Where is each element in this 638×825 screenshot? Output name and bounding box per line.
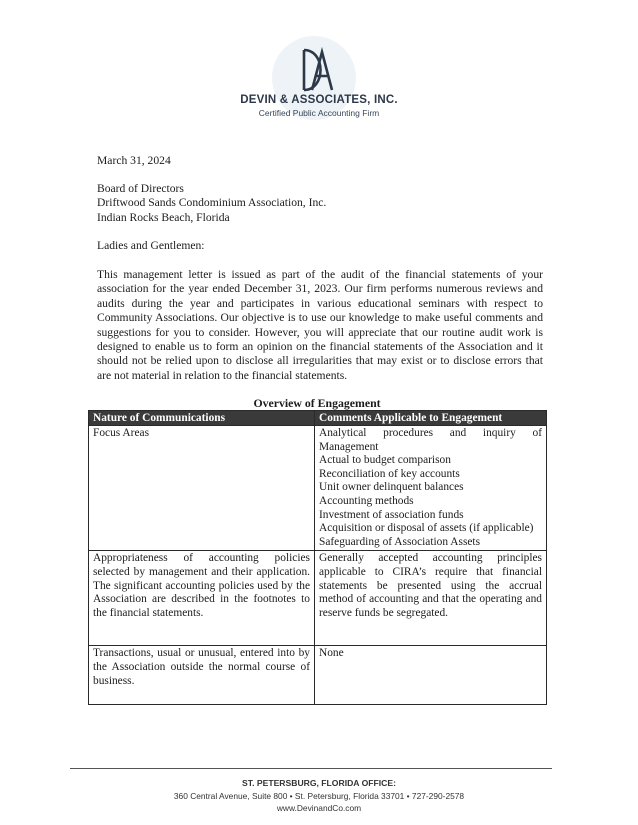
focus-item: Safeguarding of Association Assets xyxy=(319,535,481,548)
da-monogram-logo-icon xyxy=(296,46,336,94)
table-header-row xyxy=(89,411,547,426)
firm-name: DEVIN & ASSOCIATES, INC. xyxy=(240,94,398,106)
recipient-line: Indian Rocks Beach, Florida xyxy=(97,210,230,224)
table-row xyxy=(89,426,547,551)
recipient-line: Board of Directors xyxy=(97,182,184,195)
footer-divider xyxy=(70,768,552,769)
recipient-line: Driftwood Sands Condominium Association, Inc. xyxy=(97,196,327,210)
salutation: Ladies and Gentlemen: xyxy=(97,239,205,252)
comment-cell: Generally accepted accounting principles applicable to CIRA’s require that financial statements be presented using the accrual method of accounting and that the operating and reserve funds be segregated. xyxy=(315,551,547,646)
focus-item: Analytical procedures and inquiry of Management xyxy=(319,427,542,453)
nature-cell: Appropriateness of accounting policies selected by management and their application. The significant accounting policies used by the Association are described in the footnotes to the financial statements. xyxy=(89,551,315,646)
table-row xyxy=(89,646,547,705)
focus-item: Investment of association funds xyxy=(319,508,464,521)
focus-item: Accounting methods xyxy=(319,494,414,507)
footer-office: ST. PETERSBURG, FLORIDA OFFICE: xyxy=(242,778,396,788)
engagement-table xyxy=(88,410,547,705)
recipient-address xyxy=(97,182,543,225)
focus-item: Acquisition or disposal of assets (if applicable) xyxy=(319,522,534,535)
nature-cell: Focus Areas xyxy=(89,426,315,551)
footer-website: www.DevinandCo.com xyxy=(276,803,362,813)
comment-cell: None xyxy=(315,646,547,705)
footer-address: 360 Central Avenue, Suite 800 • St. Petersburg, Florida 33701 • 727-290-2578 xyxy=(173,791,465,801)
firm-subtitle: Certified Public Accounting Firm xyxy=(258,108,380,118)
letter-date: March 31, 2024 xyxy=(97,154,171,167)
table-row xyxy=(89,551,547,646)
column-header: Comments Applicable to Engagement xyxy=(315,411,547,426)
comment-cell xyxy=(315,426,547,551)
nature-cell: Transactions, usual or unusual, entered into by the Association outside the normal course of business. xyxy=(89,646,315,705)
focus-item: Reconciliation of key accounts xyxy=(319,467,460,480)
body-paragraph xyxy=(97,268,543,383)
focus-item: Actual to budget comparison xyxy=(319,454,451,467)
column-header: Nature of Communications xyxy=(89,411,315,426)
table-title: Overview of Engagement xyxy=(253,396,381,410)
focus-item: Unit owner delinquent balances xyxy=(319,481,464,494)
body-text: This management letter is issued as part of the audit of the financial statements of your association for the year ended December 31, 2023. Our firm performs numerous reviews and audits during the year and participates in various educational seminars with respect to Community Associations. Our objective is to use our knowledge to make useful comments and suggestions for you to consider. However, you will appreciate that our routine audit work is designed to enable us to form an opinion on the financial statements of the Association and it should not be relied upon to disclose all irregularities that may exist or to disclose errors that are not material in relation to the financial statements. xyxy=(97,268,543,382)
